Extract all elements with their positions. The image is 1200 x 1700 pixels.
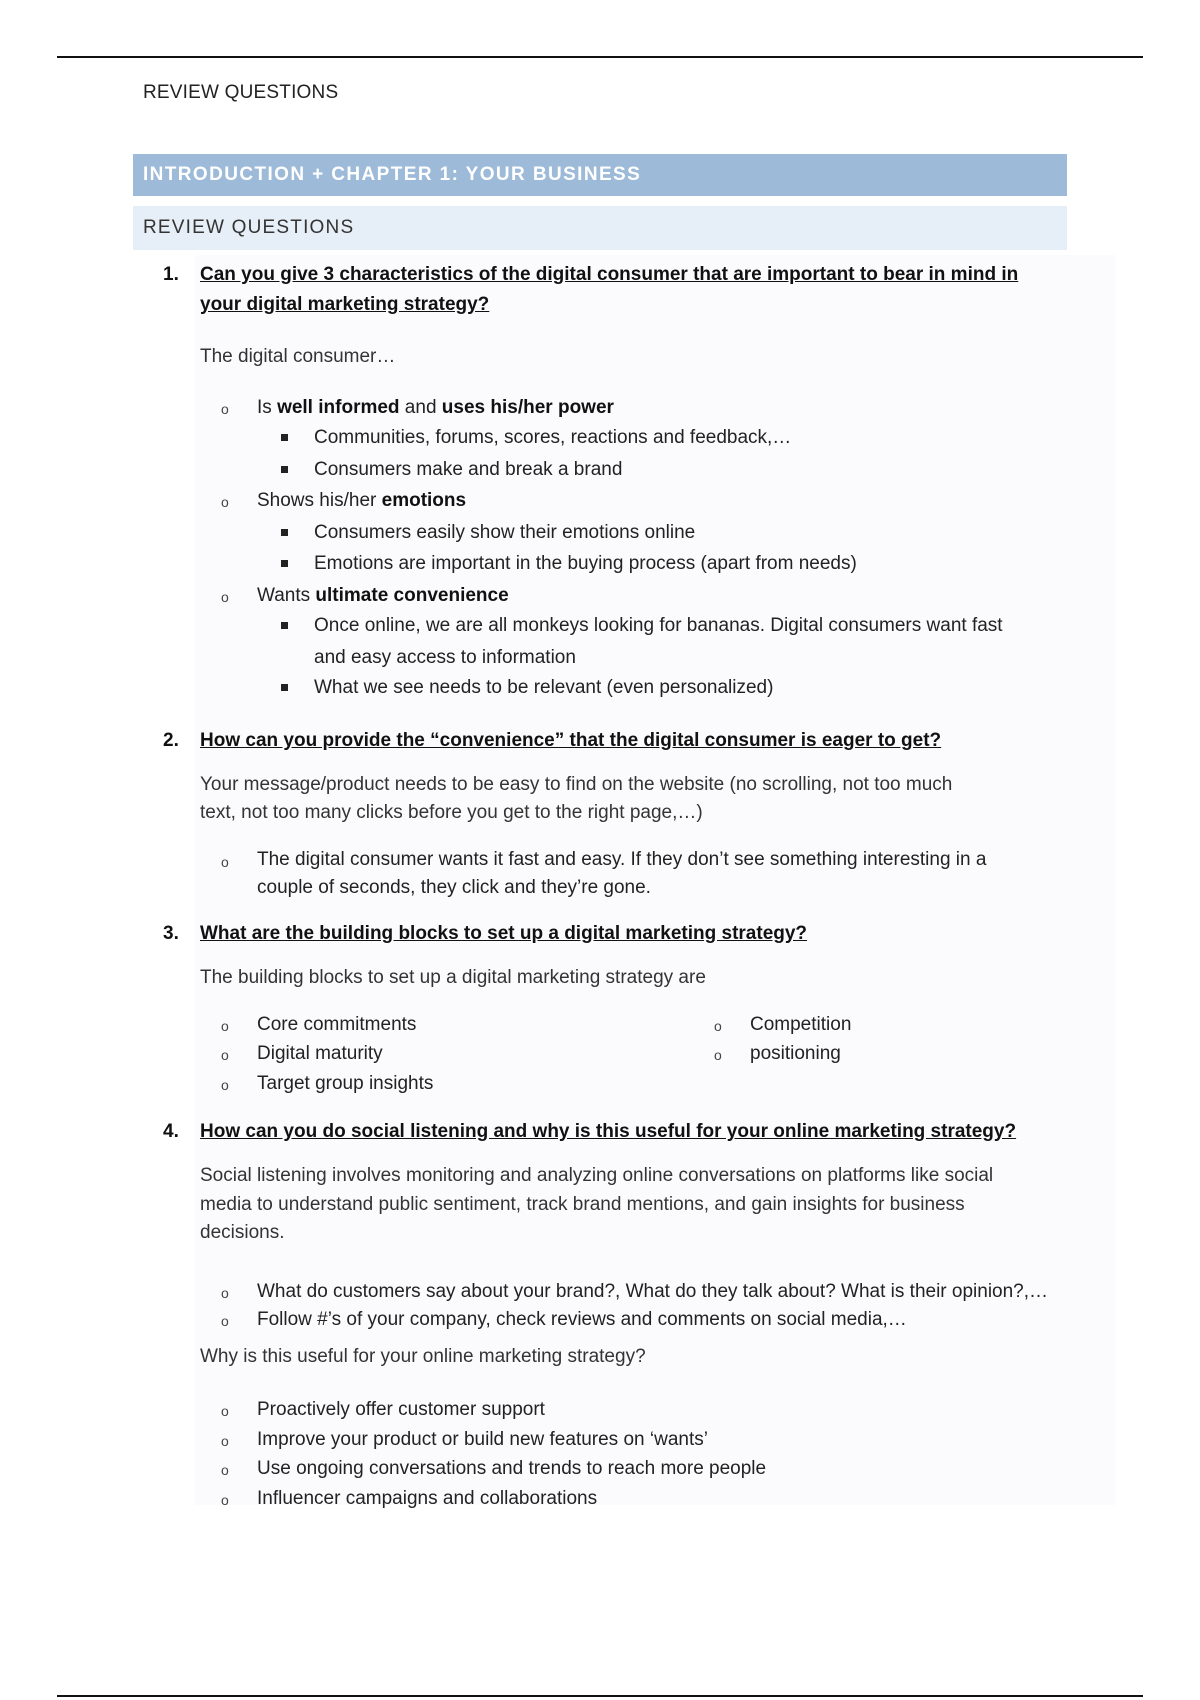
bullet-circle: o (714, 1018, 722, 1034)
q4-answer-line3: decisions. (200, 1222, 285, 1243)
section-heading: REVIEW QUESTIONS (133, 206, 1067, 250)
bullet-square (281, 622, 288, 629)
q3-block-2: Digital maturity (257, 1043, 383, 1064)
bullet-circle: o (221, 1462, 229, 1478)
bullet-circle: o (221, 1047, 229, 1063)
bullet-square (281, 529, 288, 536)
q1-item-1-sub-1: Communities, forums, scores, reactions and feedback,… (314, 427, 792, 448)
q4-question: How can you do social listening and why is this useful for your online marketing strategy? (200, 1121, 1017, 1142)
q4-listening-1: What do customers say about your brand?, What do they talk about? What is their opinion?,… (257, 1281, 1049, 1302)
q3-block-4: Competition (750, 1014, 852, 1035)
q2-answer-line1: Your message/product needs to be easy to find on the website (no scrolling, not too much (200, 774, 953, 795)
q2-bullet-line2: couple of seconds, they click and they’re gone. (257, 877, 651, 898)
q3-number: 3. (163, 923, 179, 944)
q4-answer-line1: Social listening involves monitoring and analyzing online conversations on platforms like social (200, 1165, 994, 1186)
q4-why: Why is this useful for your online marketing strategy? (200, 1346, 646, 1367)
bullet-square (281, 684, 288, 691)
q4-number: 4. (163, 1121, 179, 1142)
bullet-circle: o (714, 1047, 722, 1063)
q4-listening-2: Follow #’s of your company, check reviews and comments on social media,… (257, 1309, 907, 1330)
q2-number: 2. (163, 730, 179, 751)
page-header: REVIEW QUESTIONS (143, 82, 339, 103)
q3-intro: The building blocks to set up a digital marketing strategy are (200, 967, 706, 988)
q1-item-3-sub-1: Once online, we are all monkeys looking for bananas. Digital consumers want fast (314, 615, 1003, 636)
q4-benefit-2: Improve your product or build new features on ‘wants’ (257, 1429, 708, 1450)
q1-intro: The digital consumer… (200, 346, 396, 367)
q1-item-3-sub-1-cont: and easy access to information (314, 647, 576, 668)
q3-question: What are the building blocks to set up a digital marketing strategy? (200, 923, 808, 944)
q4-answer-line2: media to understand public sentiment, track brand mentions, and gain insights for business (200, 1194, 965, 1215)
q1-number: 1. (163, 264, 179, 285)
q4-benefit-3: Use ongoing conversations and trends to reach more people (257, 1458, 767, 1479)
q1-item-2-sub-2: Emotions are important in the buying process (apart from needs) (314, 553, 857, 574)
q1-item-1: Is well informed and uses his/her power (257, 397, 614, 418)
bullet-square (281, 434, 288, 441)
bullet-square (281, 560, 288, 567)
q3-block-3: Target group insights (257, 1073, 434, 1094)
bullet-circle: o (221, 1433, 229, 1449)
bullet-circle: o (221, 1313, 229, 1329)
q4-benefit-1: Proactively offer customer support (257, 1399, 545, 1420)
bullet-circle: o (221, 1492, 229, 1508)
q2-bullet-line1: The digital consumer wants it fast and easy. If they don’t see something interesting in a (257, 849, 987, 870)
bullet-circle: o (221, 494, 229, 510)
q1-question-line2: your digital marketing strategy? (200, 294, 490, 315)
q4-benefit-4: Influencer campaigns and collaborations (257, 1488, 598, 1509)
bullet-square (281, 466, 288, 473)
q2-question: How can you provide the “convenience” that the digital consumer is eager to get? (200, 730, 942, 751)
q1-item-2-sub-1: Consumers easily show their emotions online (314, 522, 696, 543)
q1-item-2: Shows his/her emotions (257, 490, 467, 511)
bullet-circle: o (221, 1018, 229, 1034)
bullet-circle: o (221, 401, 229, 417)
q1-item-3: Wants ultimate convenience (257, 585, 509, 606)
bottom-rule (57, 1695, 1143, 1697)
bullet-circle: o (221, 589, 229, 605)
bullet-circle: o (221, 1285, 229, 1301)
q1-item-3-sub-2: What we see needs to be relevant (even personalized) (314, 677, 774, 698)
top-rule (57, 56, 1143, 58)
q3-block-5: positioning (750, 1043, 841, 1064)
chapter-heading: INTRODUCTION + CHAPTER 1: YOUR BUSINESS (133, 154, 1067, 196)
bullet-circle: o (221, 854, 229, 870)
bullet-circle: o (221, 1077, 229, 1093)
q2-answer-line2: text, not too many clicks before you get to the right page,…) (200, 802, 703, 823)
q1-item-1-sub-2: Consumers make and break a brand (314, 459, 623, 480)
q3-block-1: Core commitments (257, 1014, 417, 1035)
bullet-circle: o (221, 1403, 229, 1419)
q1-question-line1: Can you give 3 characteristics of the digital consumer that are important to bear in mind in (200, 264, 1019, 285)
